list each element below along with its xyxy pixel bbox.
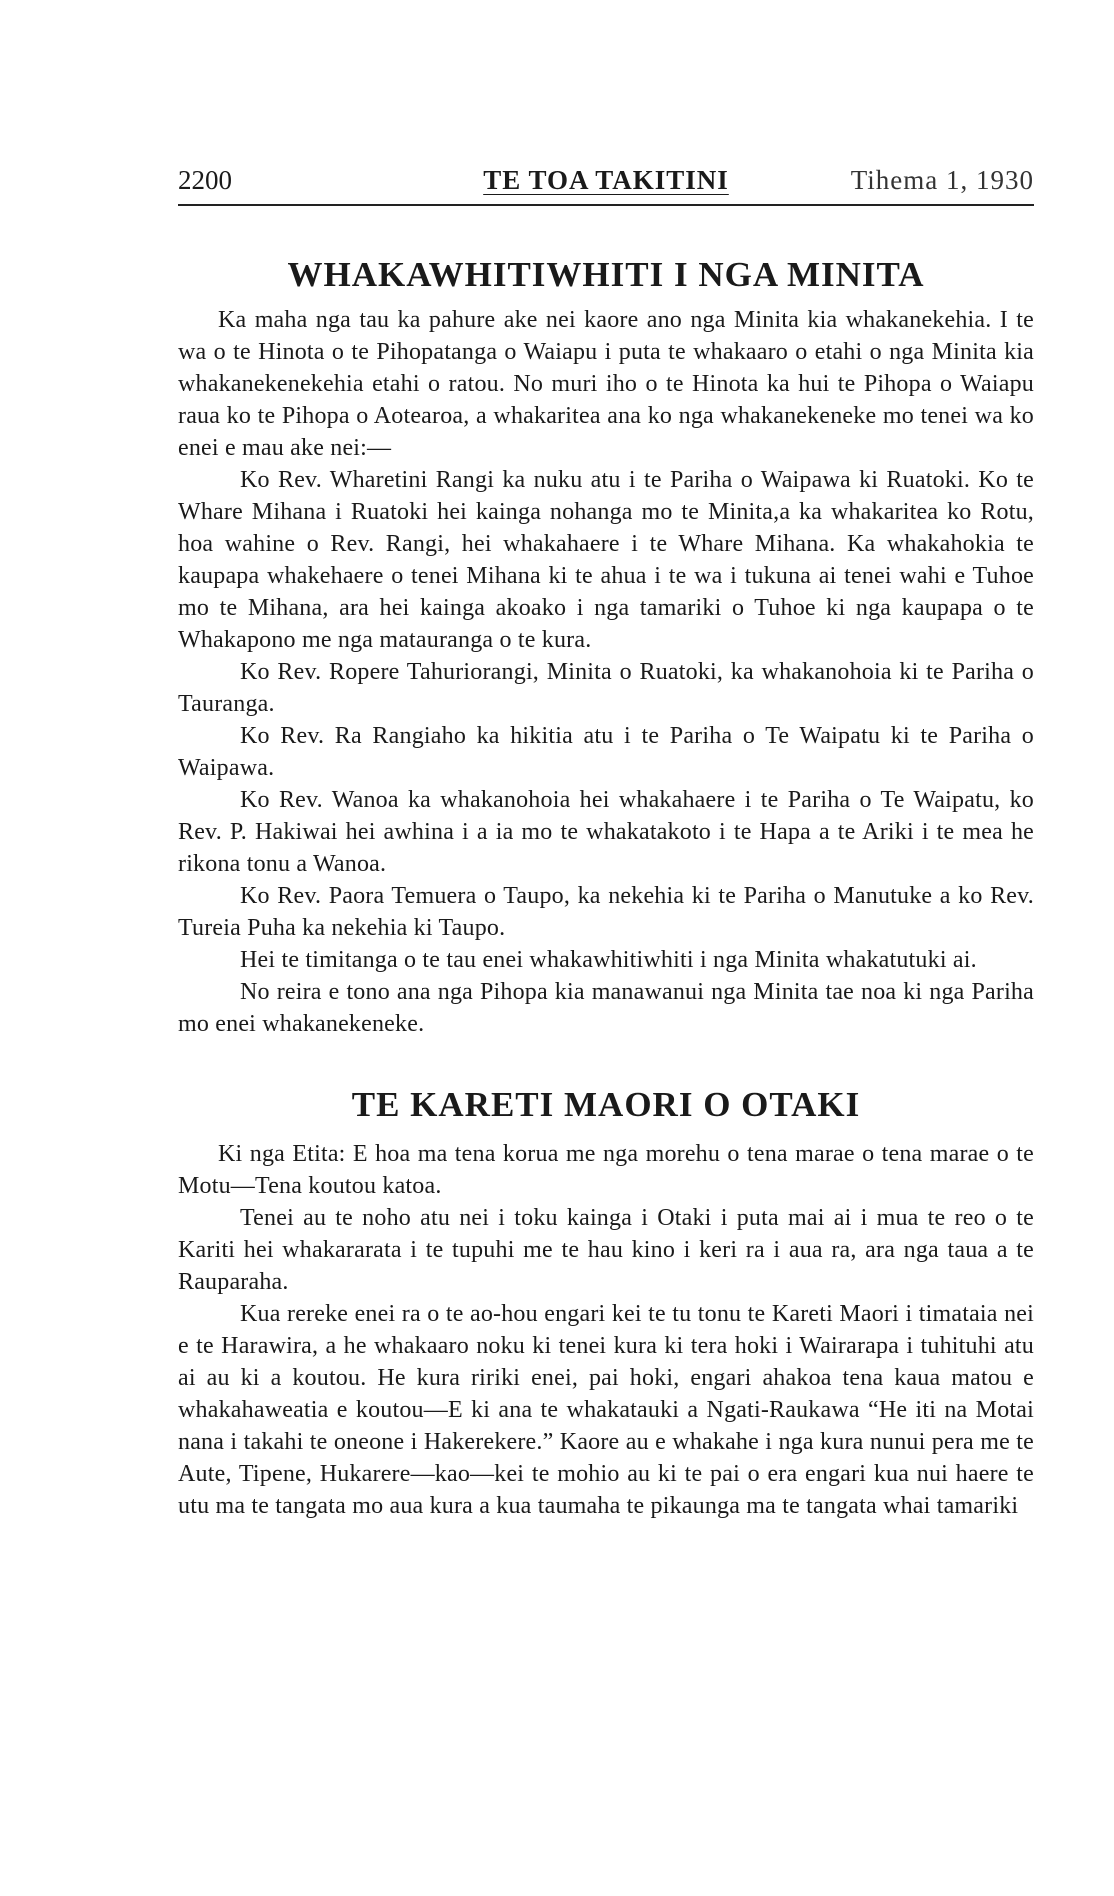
header-rule [178, 204, 1034, 206]
journal-title: TE TOA TAKITINI [483, 165, 729, 195]
article-paragraph: Ki nga Etita: E hoa ma tena korua me nga morehu o tena marae o tena marae o te Motu—Tena koutou katoa. [178, 1141, 1034, 1199]
article-title-minita: WHAKAWHITIWHITI I NGA MINITA [287, 255, 925, 294]
page-number: 2200 [178, 165, 232, 195]
article-paragraph: Ka maha nga tau ka pahure ake nei kaore ano nga Minita kia whakanekehia. I te wa o te Hinota o te Pihopatanga o Waiapu i puta te whakaaro o etahi o nga Minita kia whakanekenekehia etahi o ratou. No muri iho o te Hinota ka hui te Pihopa o Waiapu raua ko te Pihopa o Aotearoa, a whakaritea ana ko nga whakanekeneke mo tenei wa ko enei e mau ake nei:— [178, 307, 1034, 461]
article-paragraph: Ko Rev. Ra Rangiaho ka hikitia atu i te Pariha o Te Waipatu ki te Pariha o Waipawa. [178, 723, 1034, 781]
article-body-kareti [178, 1138, 1034, 1522]
article-body-minita [178, 304, 1034, 1040]
article-paragraph: Kua rereke enei ra o te ao-hou engari kei te tu tonu te Kareti Maori i timataia nei e te Harawira, a he whakaaro noku ki tenei kura ki tera hoki i Wairarapa i tuhituhi atu ai au ki a koutou. He kura ririki enei, pai hoki, engari ahakoa tena kaua matou e whakahaweatia e koutou—E ki ana te whakatauki a Ngati-Raukawa “He iti na Motai nana i takahi te oneone i Hakerekere.” Kaore au e whakahe i nga kura nunui pera me te Aute, Tipene, Hukarere—kao—kei te mohio au ki te pai o era engari kua nui haere te utu ma te tangata mo aua kura a kua taumaha te pikaunga ma te tangata whai tamariki [178, 1301, 1034, 1519]
document-page [178, 160, 1034, 1522]
article-paragraph: Ko Rev. Ropere Tahuriorangi, Minita o Ruatoki, ka whakanohoia ki te Pariha o Tauranga. [178, 659, 1034, 717]
running-header [178, 160, 1034, 200]
article-paragraph: Ko Rev. Paora Temuera o Taupo, ka nekehia ki te Pariha o Manutuke a ko Rev. Tureia Puha ka nekehia ki Taupo. [178, 883, 1034, 941]
issue-date: Tihema 1, 1930 [850, 165, 1034, 195]
article-paragraph: Ko Rev. Wharetini Rangi ka nuku atu i te Pariha o Waipawa ki Ruatoki. Ko te Whare Mihana i Ruatoki hei kainga nohanga mo te Minita,a ka whakaritea ko Rotu, hoa wahine o Rev. Rangi, hei whakahaere i te Whare Mihana. Ka whakahokia te kaupapa whakehaere o tenei Mihana ki te ahua i te wa i tukuna ai tenei wahi e Tuhoe mo te Mihana, ara hei kainga akoako i nga tamariki o Tuhoe ki nga kaupapa o te Whakapono me nga matauranga o te kura. [178, 467, 1034, 653]
article-paragraph: No reira e tono ana nga Pihopa kia manawanui nga Minita tae noa ki nga Pariha mo enei whakanekeneke. [178, 979, 1034, 1037]
article-paragraph: Tenei au te noho atu nei i toku kainga i Otaki i puta mai ai i mua te reo o te Kariti hei whakararata i te tupuhi me te hau kino i keri ra i aua ra, ara nga taua a te Rauparaha. [178, 1205, 1034, 1295]
article-title-kareti: TE KARETI MAORI O OTAKI [351, 1085, 861, 1124]
article-paragraph: Ko Rev. Wanoa ka whakanohoia hei whakahaere i te Pariha o Te Waipatu, ko Rev. P. Hakiwai hei awhina i a ia mo te whakatakoto i te Hapa a te Ariki i te mea he rikona tonu a Wanoa. [178, 787, 1034, 877]
article-paragraph: Hei te timitanga o te tau enei whakawhitiwhiti i nga Minita whakatutuki ai. [240, 947, 977, 973]
